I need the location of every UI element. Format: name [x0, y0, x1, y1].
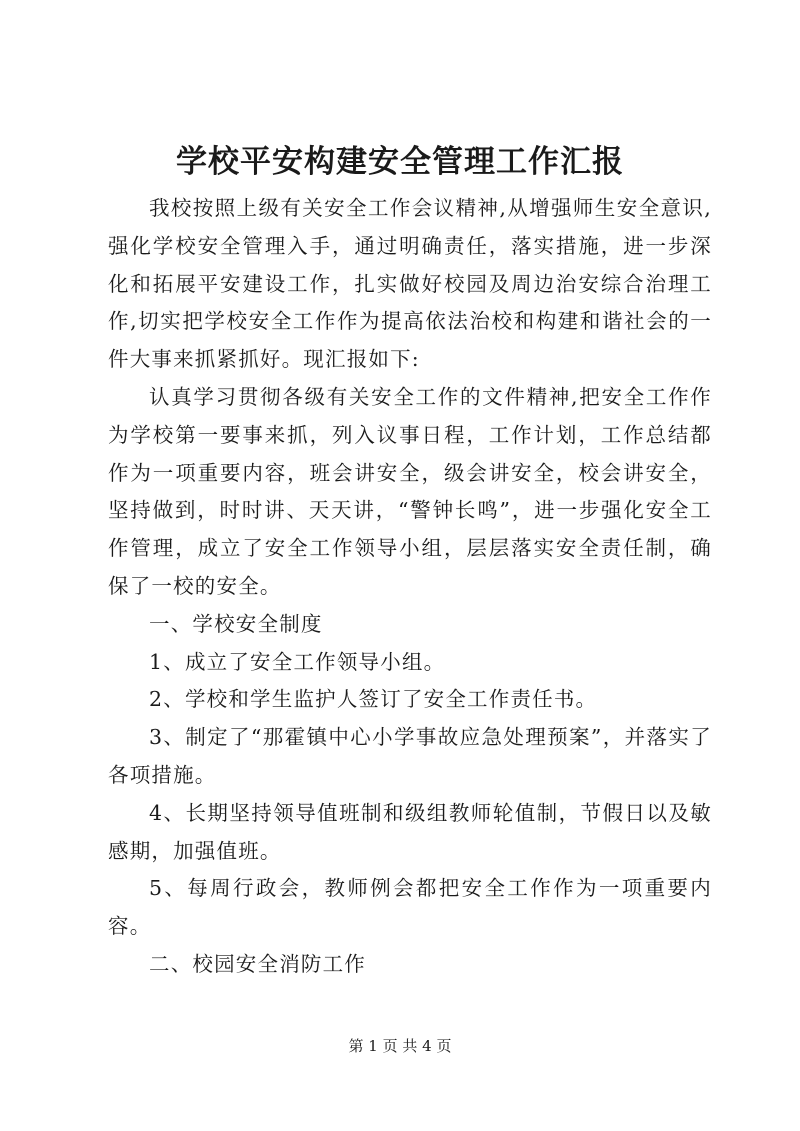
document-title: 学校平安构建安全管理工作汇报: [176, 144, 624, 180]
page-footer: 第 1 页 共 4 页: [348, 1037, 452, 1055]
list-item-2: 2、学校和学生监护人签订了安全工作责任书。: [149, 687, 598, 712]
section-heading-safety-system: 一、学校安全制度: [149, 611, 323, 636]
paragraph-intro: 我校按照上级有关安全工作会议精神,从增强师生安全意识,强化学校安全管理入手，通过明确责任，落实措施，进一步深化和拓展平安建设工作，扎实做好校园及周边治安综合治理工作,切实把学校安全工作作为提高依法治校和构建和谐社会的一件大事来抓紧抓好。现汇报如下:: [108, 196, 712, 372]
paragraph-study: 认真学习贯彻各级有关安全工作的文件精神,把安全工作作为学校第一要事来抓，列入议事日程，工作计划，工作总结都作为一项重要内容，班会讲安全，级会讲安全，校会讲安全，坚持做到，时时讲、天天讲，“警钟长鸣”，进一步强化安全工作管理，成立了安全工作领导小组，层层落实安全责任制，确保了一校的安全。: [108, 384, 712, 598]
list-item-3: 3、制定了“那霍镇中心小学事故应急处理预案”，并落实了各项措施。: [108, 725, 712, 787]
document-body: [108, 190, 712, 984]
list-item-1: 1、成立了安全工作领导小组。: [149, 649, 446, 674]
list-item-4: 4、长期坚持领导值班制和级组教师轮值制，节假日以及敏感期，加强值班。: [108, 800, 712, 863]
list-item-5: 5、每周行政会，教师例会都把安全工作作为一项重要内容。: [108, 876, 712, 939]
section-heading-fire-safety: 二、校园安全消防工作: [149, 951, 366, 976]
